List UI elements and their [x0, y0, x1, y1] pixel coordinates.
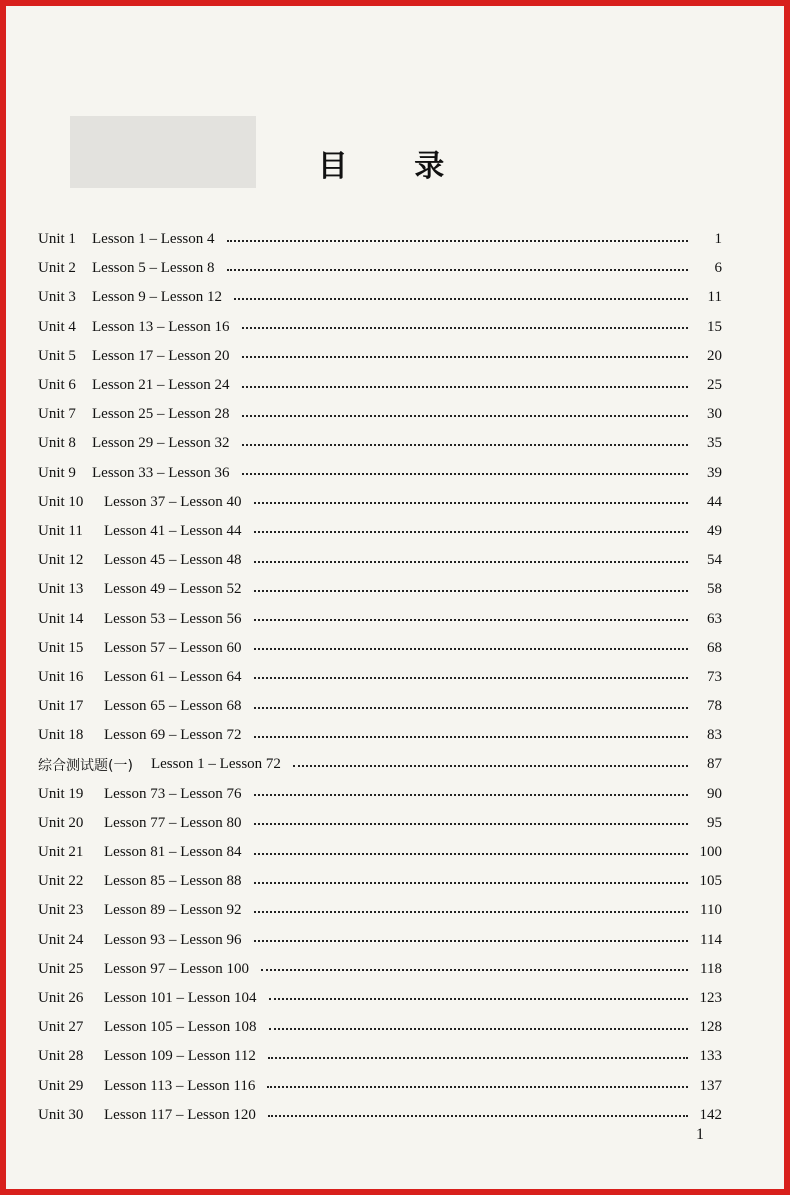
toc-row[interactable]: [38, 1071, 722, 1100]
toc-row[interactable]: [38, 838, 722, 867]
dot-leader: [254, 736, 689, 738]
lesson-range: Lesson 61 – Lesson 64: [104, 668, 242, 685]
toc-row[interactable]: [38, 926, 722, 955]
unit-label: Unit 30: [38, 1106, 84, 1123]
dot-leader: [242, 473, 689, 475]
unit-label: Unit 2: [38, 260, 76, 277]
dot-leader: [293, 765, 688, 767]
toc-row[interactable]: [38, 692, 722, 721]
entry-page-number: 78: [707, 698, 722, 715]
unit-label: Unit 7: [38, 406, 76, 423]
dot-leader: [242, 415, 689, 417]
unit-label: Unit 23: [38, 902, 84, 919]
unit-label: Unit 26: [38, 989, 84, 1006]
lesson-range: Lesson 21 – Lesson 24: [92, 377, 230, 394]
dot-leader: [254, 561, 689, 563]
toc-row[interactable]: [38, 342, 722, 371]
entry-page-number: 35: [707, 435, 722, 452]
lesson-range: Lesson 89 – Lesson 92: [104, 902, 242, 919]
dot-leader: [254, 707, 689, 709]
unit-label: Unit 3: [38, 289, 76, 306]
lesson-range: Lesson 37 – Lesson 40: [104, 493, 242, 510]
dot-leader: [269, 998, 689, 1000]
entry-page-number: 128: [699, 1019, 722, 1036]
dot-leader: [261, 969, 688, 971]
toc-row[interactable]: [38, 955, 722, 984]
dot-leader: [254, 619, 689, 621]
toc-row[interactable]: [38, 663, 722, 692]
dot-leader: [254, 590, 689, 592]
entry-page-number: 54: [707, 552, 722, 569]
entry-page-number: 142: [699, 1106, 722, 1123]
unit-label: Unit 15: [38, 639, 84, 656]
toc-row[interactable]: [38, 371, 722, 400]
entry-page-number: 114: [700, 931, 722, 948]
unit-label: Unit 14: [38, 610, 84, 627]
entry-page-number: 90: [707, 785, 722, 802]
entry-page-number: 25: [707, 377, 722, 394]
entry-page-number: 100: [699, 844, 722, 861]
dot-leader: [254, 823, 689, 825]
lesson-range: Lesson 29 – Lesson 32: [92, 435, 230, 452]
entry-page-number: 39: [707, 464, 722, 481]
toc-row[interactable]: [38, 575, 722, 604]
entry-page-number: 68: [707, 639, 722, 656]
entry-page-number: 110: [700, 902, 722, 919]
test-title: 综合测试题(一): [38, 757, 133, 774]
toc-row[interactable]: [38, 400, 722, 429]
unit-label: Unit 8: [38, 435, 76, 452]
toc-row[interactable]: [38, 896, 722, 925]
toc-row[interactable]: [38, 604, 722, 633]
lesson-range: Lesson 93 – Lesson 96: [104, 931, 242, 948]
dot-leader: [254, 853, 689, 855]
unit-label: Unit 27: [38, 1019, 84, 1036]
toc-row[interactable]: [38, 459, 722, 488]
lesson-range: Lesson 5 – Lesson 8: [92, 260, 215, 277]
entry-page-number: 118: [700, 960, 722, 977]
page-title: 目 录: [317, 149, 473, 184]
toc-row[interactable]: [38, 867, 722, 896]
unit-label: Unit 16: [38, 668, 84, 685]
toc-row[interactable]: [38, 780, 722, 809]
entry-page-number: 133: [699, 1048, 722, 1065]
entry-page-number: 73: [707, 668, 722, 685]
lesson-range: Lesson 113 – Lesson 116: [104, 1077, 256, 1094]
entry-page-number: 83: [707, 727, 722, 744]
toc-row[interactable]: [38, 1042, 722, 1071]
unit-label: Unit 11: [38, 522, 83, 539]
entry-page-number: 105: [699, 873, 722, 890]
dot-leader: [254, 677, 689, 679]
entry-page-number: 1: [714, 231, 722, 248]
dot-leader: [267, 1086, 688, 1088]
lesson-range: Lesson 49 – Lesson 52: [104, 581, 242, 598]
lesson-range: Lesson 13 – Lesson 16: [92, 318, 230, 335]
toc-row[interactable]: [38, 429, 722, 458]
toc-row[interactable]: [38, 225, 722, 254]
toc-row[interactable]: [38, 1101, 722, 1130]
lesson-range: Lesson 25 – Lesson 28: [92, 406, 230, 423]
toc-row[interactable]: [38, 546, 722, 575]
lesson-range: Lesson 105 – Lesson 108: [104, 1019, 257, 1036]
toc-row[interactable]: [38, 809, 722, 838]
table-of-contents: [38, 225, 722, 1130]
dot-leader: [254, 648, 689, 650]
unit-label: Unit 20: [38, 814, 84, 831]
toc-row[interactable]: [38, 517, 722, 546]
entry-page-number: 11: [707, 289, 722, 306]
unit-label: Unit 25: [38, 960, 84, 977]
unit-label: Unit 4: [38, 318, 76, 335]
unit-label: Unit 5: [38, 347, 76, 364]
dot-leader: [242, 444, 689, 446]
dot-leader: [254, 502, 689, 504]
toc-row-test[interactable]: [38, 750, 722, 779]
toc-row[interactable]: [38, 488, 722, 517]
unit-label: Unit 24: [38, 931, 84, 948]
dot-leader: [268, 1057, 688, 1059]
dot-leader: [242, 356, 689, 358]
unit-label: Unit 17: [38, 698, 84, 715]
lesson-range: Lesson 57 – Lesson 60: [104, 639, 242, 656]
dot-leader: [254, 531, 689, 533]
entry-page-number: 58: [707, 581, 722, 598]
dot-leader: [269, 1028, 689, 1030]
unit-label: Unit 18: [38, 727, 84, 744]
entry-page-number: 30: [707, 406, 722, 423]
entry-page-number: 20: [707, 347, 722, 364]
unit-label: Unit 1: [38, 231, 76, 248]
toc-row[interactable]: [38, 283, 722, 312]
entry-page-number: 137: [699, 1077, 722, 1094]
dot-leader: [254, 940, 689, 942]
lesson-range: Lesson 1 – Lesson 72: [150, 756, 281, 773]
toc-row[interactable]: [38, 721, 722, 750]
entry-page-number: 6: [714, 260, 722, 277]
lesson-range: Lesson 41 – Lesson 44: [104, 522, 242, 539]
dot-leader: [242, 327, 689, 329]
lesson-range: Lesson 9 – Lesson 12: [92, 289, 222, 306]
lesson-range: Lesson 97 – Lesson 100: [104, 960, 249, 977]
entry-page-number: 15: [707, 318, 722, 335]
toc-row[interactable]: [38, 634, 722, 663]
unit-label: Unit 21: [38, 844, 84, 861]
dot-leader: [268, 1115, 688, 1117]
toc-row[interactable]: [38, 1013, 722, 1042]
lesson-range: Lesson 53 – Lesson 56: [104, 610, 242, 627]
lesson-range: Lesson 65 – Lesson 68: [104, 698, 242, 715]
entry-page-number: 49: [707, 522, 722, 539]
lesson-range: Lesson 77 – Lesson 80: [104, 814, 242, 831]
toc-row[interactable]: [38, 254, 722, 283]
dot-leader: [254, 911, 689, 913]
unit-label: Unit 22: [38, 873, 84, 890]
toc-row[interactable]: [38, 984, 722, 1013]
document-page: [6, 6, 784, 1189]
entry-page-number: 123: [699, 989, 722, 1006]
entry-page-number: 87: [707, 756, 722, 773]
unit-label: Unit 10: [38, 493, 84, 510]
lesson-range: Lesson 85 – Lesson 88: [104, 873, 242, 890]
dot-leader: [227, 240, 689, 242]
unit-label: Unit 13: [38, 581, 84, 598]
unit-label: Unit 12: [38, 552, 84, 569]
lesson-range: Lesson 45 – Lesson 48: [104, 552, 242, 569]
lesson-range: Lesson 101 – Lesson 104: [104, 989, 257, 1006]
lesson-range: Lesson 69 – Lesson 72: [104, 727, 242, 744]
lesson-range: Lesson 73 – Lesson 76: [104, 785, 242, 802]
toc-row[interactable]: [38, 313, 722, 342]
unit-label: Unit 19: [38, 785, 84, 802]
dot-leader: [254, 794, 689, 796]
unit-label: Unit 9: [38, 464, 76, 481]
unit-label: Unit 29: [38, 1077, 84, 1094]
page-number: 1: [696, 1126, 704, 1143]
lesson-range: Lesson 17 – Lesson 20: [92, 347, 230, 364]
entry-page-number: 44: [707, 493, 722, 510]
entry-page-number: 95: [707, 814, 722, 831]
unit-label: Unit 6: [38, 377, 76, 394]
dot-leader: [227, 269, 689, 271]
lesson-range: Lesson 1 – Lesson 4: [92, 231, 215, 248]
dot-leader: [242, 386, 689, 388]
entry-page-number: 63: [707, 610, 722, 627]
lesson-range: Lesson 117 – Lesson 120: [104, 1106, 256, 1123]
lesson-range: Lesson 33 – Lesson 36: [92, 464, 230, 481]
unit-label: Unit 28: [38, 1048, 84, 1065]
lesson-range: Lesson 109 – Lesson 112: [104, 1048, 256, 1065]
dot-leader: [234, 298, 688, 300]
lesson-range: Lesson 81 – Lesson 84: [104, 844, 242, 861]
dot-leader: [254, 882, 689, 884]
